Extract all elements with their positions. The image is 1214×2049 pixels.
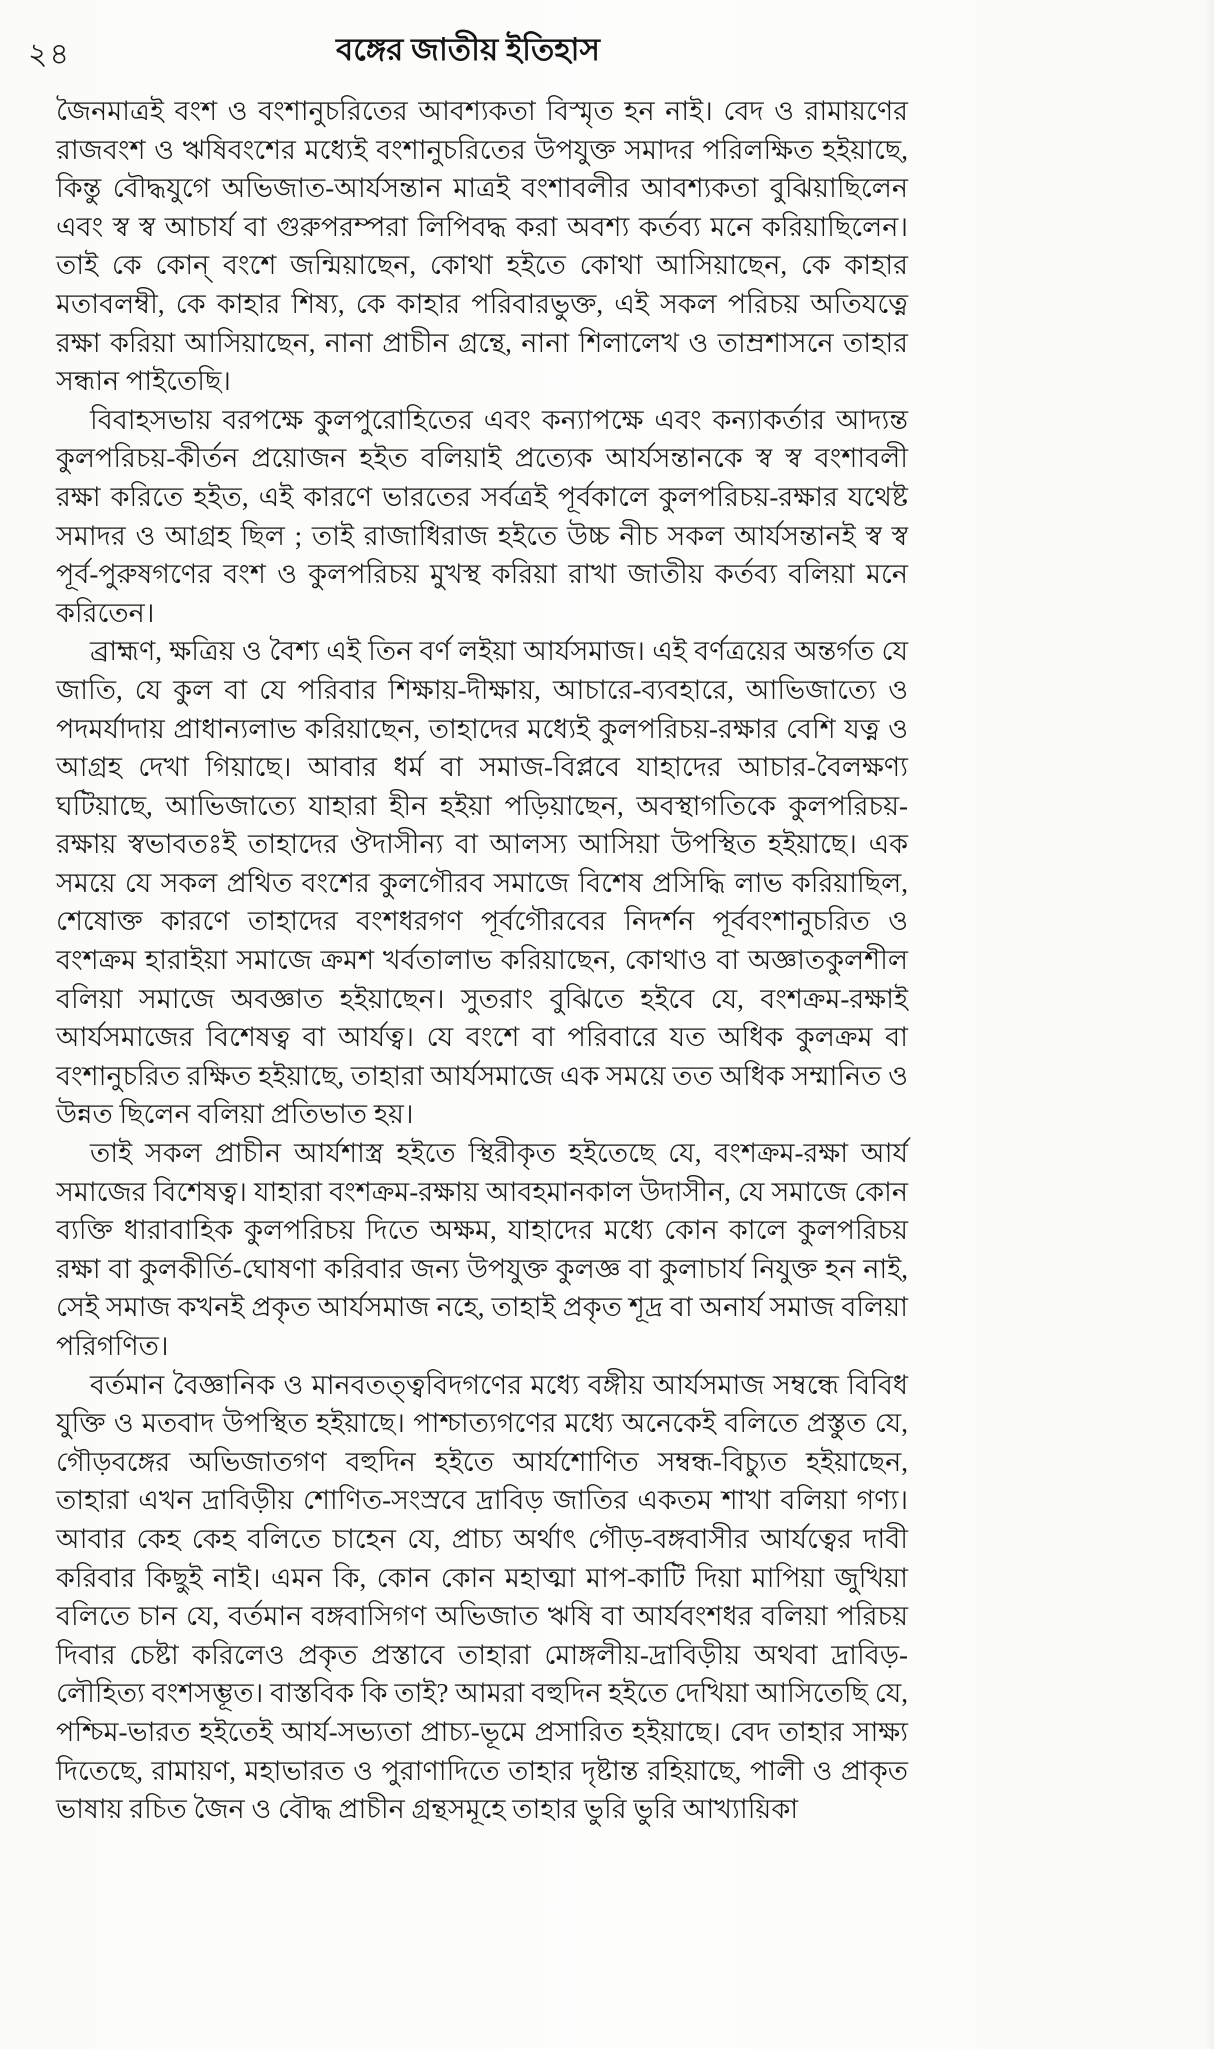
- paragraph: বর্তমান বৈজ্ঞানিক ও মানবতত্ত্ববিদগণের মধ্যে বঙ্গীয় আর্যসমাজ সম্বন্ধে বিবিধ যুক্তি ও মতবাদ উপস্থিত হইয়াছে। পাশ্চাত্যগণের মধ্যে অনেকেই বলিতে প্রস্তুত যে, গৌড়বঙ্গের অভিজাতগণ বহুদিন হইতে আর্যশোণিত সম্বন্ধ-বিচ্যুত হইয়াছেন, তাহারা এখন দ্রাবিড়ীয় শোণিত-সংস্রবে দ্রাবিড় জাতির একতম শাখা বলিয়া গণ্য। আবার কেহ কেহ বলিতে চাহেন যে, প্রাচ্য অর্থাৎ গৌড়-বঙ্গবাসীর আর্যত্বের দাবী করিবার কিছুই নাই। এমন কি, কোন কোন মহাত্মা মাপ-কাটি দিয়া মাপিয়া জুখিয়া বলিতে চান যে, বর্তমান বঙ্গবাসিগণ অভিজাত ঋষি বা আর্যবংশধর বলিয়া পরিচয় দিবার চেষ্টা করিলেও প্রকৃত প্রস্তাবে তাহারা মোঙ্গলীয়-দ্রাবিড়ীয় অথবা দ্রাবিড়-লৌহিত্য বংশসম্ভূত। বাস্তবিক কি তাই? আমরা বহুদিন হইতে দেখিয়া আসিতেছি যে, পশ্চিম-ভারত হইতেই আর্য-সভ্যতা প্রাচ্য-ভূমে প্রসারিত হইয়াছে। বেদ তাহার সাক্ষ্য দিতেছে, রামায়ণ, মহাভারত ও পুরাণাদিতে তাহার দৃষ্টান্ত রহিয়াছে, পালী ও প্রাকৃত ভাষায় রচিত জৈন ও বৌদ্ধ প্রাচীন গ্রন্থসমূহে তাহার ভুরি ভুরি আখ্যায়িকা: [56, 1369, 908, 1825]
- page-title: বঙ্গের জাতীয় ইতিহাস: [336, 32, 600, 67]
- page-number: ২৪: [28, 38, 71, 71]
- paragraph: ব্রাহ্মণ, ক্ষত্রিয় ও বৈশ্য এই তিন বর্ণ লইয়া আর্যসমাজ। এই বর্ণত্রয়ের অন্তর্গত যে জাতি, যে কুল বা যে পরিবার শিক্ষায়-দীক্ষায়, আচারে-ব্যবহারে, আভিজাত্যে ও পদমর্যাদায় প্রাধান্যলাভ করিয়াছেন, তাহাদের মধ্যেই কুলপরিচয়-রক্ষার বেশি যত্ন ও আগ্রহ দেখা গিয়াছে। আবার ধর্ম বা সমাজ-বিপ্লবে যাহাদের আচার-বৈলক্ষণ্য ঘটিয়াছে, আভিজাত্যে যাহারা হীন হইয়া পড়িয়াছেন, অবস্থাগতিকে কুলপরিচয়-রক্ষায় স্বভাবতঃই তাহাদের ঔদাসীন্য বা আলস্য আসিয়া উপস্থিত হইয়াছে। এক সময়ে যে সকল প্রথিত বংশের কুলগৌরব সমাজে বিশেষ প্রসিদ্ধি লাভ করিয়াছিল, শেষোক্ত কারণে তাহাদের বংশধরগণ পূর্বগৌরবের নিদর্শন পূর্ববংশানুচরিত ও বংশক্রম হারাইয়া সমাজে ক্রমশ খর্বতালাভ করিয়াছেন, কোথাও বা অজ্ঞাতকুলশীল বলিয়া সমাজে অবজ্ঞাত হইয়াছেন। সুতরাং বুঝিতে হইবে যে, বংশক্রম-রক্ষাই আর্যসমাজের বিশেষত্ব বা আর্যত্ব। যে বংশে বা পরিবারে যত অধিক কুলক্রম বা বংশানুচরিত রক্ষিত হইয়াছে, তাহারা আর্যসমাজে এক সময়ে তত অধিক সম্মানিত ও উন্নত ছিলেন বলিয়া প্রতিভাত হয়।: [56, 636, 908, 1130]
- scan-edge-shadow: [1204, 0, 1214, 2049]
- paragraph: তাই সকল প্রাচীন আর্যশাস্ত্র হইতে স্থিরীকৃত হইতেছে যে, বংশক্রম-রক্ষা আর্য সমাজের বিশেষত্ব। যাহারা বংশক্রম-রক্ষায় আবহমানকাল উদাসীন, যে সমাজে কোন ব্যক্তি ধারাবাহিক কুলপরিচয় দিতে অক্ষম, যাহাদের মধ্যে কোন কালে কুলপরিচয় রক্ষা বা কুলকীর্তি-ঘোষণা করিবার জন্য উপযুক্ত কুলজ্ঞ বা কুলাচার্য নিযুক্ত হন নাই, সেই সমাজ কখনই প্রকৃত আর্যসমাজ নহে, তাহাই প্রকৃত শূদ্র বা অনার্য সমাজ বলিয়া পরিগণিত।: [56, 1138, 908, 1361]
- page-header: [28, 26, 908, 72]
- paragraph: বিবাহসভায় বরপক্ষে কুলপুরোহিতের এবং কন্যাপক্ষে এবং কন্যাকর্তার আদ্যন্ত কুলপরিচয়-কীর্তন প্রয়োজন হইত বলিয়াই প্রত্যেক আর্যসন্তানকে স্ব স্ব বংশাবলী রক্ষা করিতে হইত, এই কারণে ভারতের সর্বত্রই পূর্বকালে কুলপরিচয়-রক্ষার যথেষ্ট সমাদর ও আগ্রহ ছিল ; তাই রাজাধিরাজ হইতে উচ্চ নীচ সকল আর্যসন্তানই স্ব স্ব পূর্ব-পুরুষগণের বংশ ও কুলপরিচয় মুখস্থ করিয়া রাখা জাতীয় কর্তব্য বলিয়া মনে করিতেন।: [56, 404, 908, 628]
- body-text-block: [56, 92, 908, 1829]
- paragraph: জৈনমাত্রই বংশ ও বংশানুচরিতের আবশ্যকতা বিস্মৃত হন নাই। বেদ ও রামায়ণের রাজবংশ ও ঋষিবংশের মধ্যেই বংশানুচরিতের উপযুক্ত সমাদর পরিলক্ষিত হইয়াছে, কিন্তু বৌদ্ধযুগে অভিজাত-আর্যসন্তান মাত্রই বংশাবলীর আবশ্যকতা বুঝিয়াছিলেন এবং স্ব স্ব আচার্য বা গুরুপরম্পরা লিপিবদ্ধ করা অবশ্য কর্তব্য মনে করিয়াছিলেন। তাই কে কোন্ বংশে জন্মিয়াছেন, কোথা হইতে কোথা আসিয়াছেন, কে কাহার মতাবলম্বী, কে কাহার শিষ্য, কে কাহার পরিবারভুক্ত, এই সকল পরিচয় অতিযত্নে রক্ষা করিয়া আসিয়াছেন, নানা প্রাচীন গ্রন্থে, নানা শিলালেখ ও তাম্রশাসনে তাহার সন্ধান পাইতেছি।: [56, 96, 908, 397]
